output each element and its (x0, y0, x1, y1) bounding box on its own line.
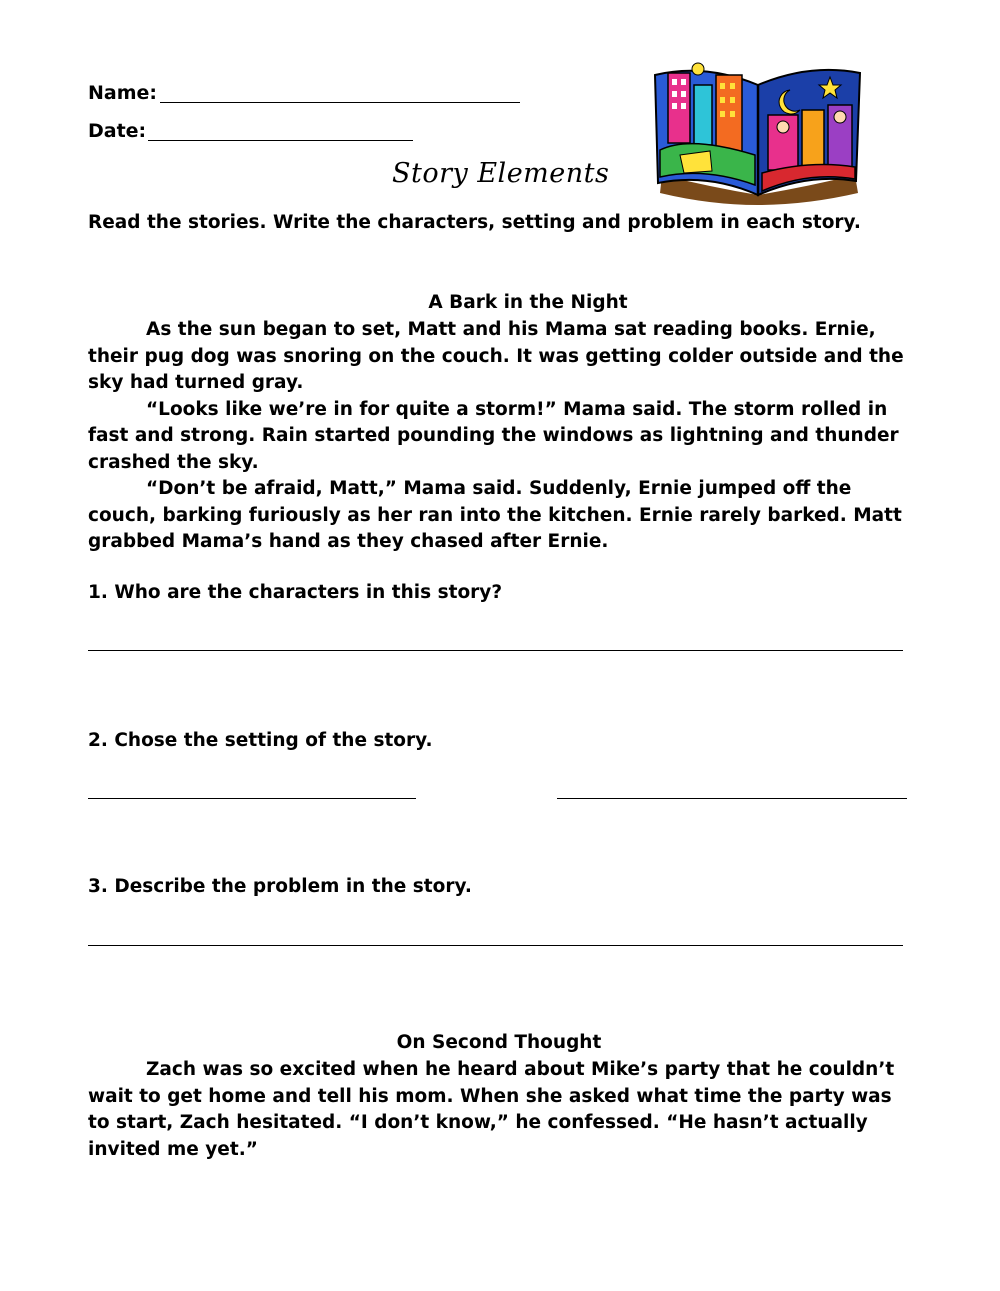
story2-paragraph: Zach was so excited when he heard about Mike’s party that he couldn’t wait to get home and tell his mom. When she asked what time the party was to start, Zach hesitated. “I don’t know,” he confessed. “He hasn’t actually invited me yet.” (88, 1059, 895, 1160)
story1-paragraph: “Don’t be afraid, Matt,” Mama said. Suddenly, Ernie jumped off the couch, barking furiously as her ran into the kitchen. Ernie rarely barked. Matt grabbed Mama’s hand as they chased after Ernie. (88, 478, 902, 552)
date-field[interactable] (148, 118, 413, 141)
story1-title: A Bark in the Night (428, 292, 628, 313)
story2-body (88, 1057, 918, 1163)
answer-line-problem[interactable] (88, 925, 903, 946)
story2-title: On Second Thought (396, 1032, 602, 1053)
question-1: 1. Who are the characters in this story? (88, 582, 503, 603)
name-label: Name: (88, 82, 158, 104)
story1-body (88, 317, 918, 556)
name-field[interactable] (160, 80, 520, 103)
question-3: 3. Describe the problem in the story. (88, 876, 472, 897)
date-label: Date: (88, 120, 147, 142)
story1-paragraph: As the sun began to set, Matt and his Mama sat reading books. Ernie, their pug dog was snoring on the couch. It was getting colder outside and the sky had turned gray. (88, 319, 904, 393)
instructions: Read the stories. Write the characters, setting and problem in each story. (88, 212, 861, 233)
answer-line-setting-2[interactable] (557, 778, 907, 799)
question-2: 2. Chose the setting of the story. (88, 730, 433, 751)
worksheet-title: Story Elements (392, 158, 610, 189)
answer-line-setting-1[interactable] (88, 778, 416, 799)
story1-paragraph: “Looks like we’re in for quite a storm!” Mama said. The storm rolled in fast and strong. Rain started pounding the windows as lightning and thunder crashed the sky. (88, 398, 899, 473)
book-clipart (650, 55, 865, 205)
answer-line-characters[interactable] (88, 630, 903, 651)
